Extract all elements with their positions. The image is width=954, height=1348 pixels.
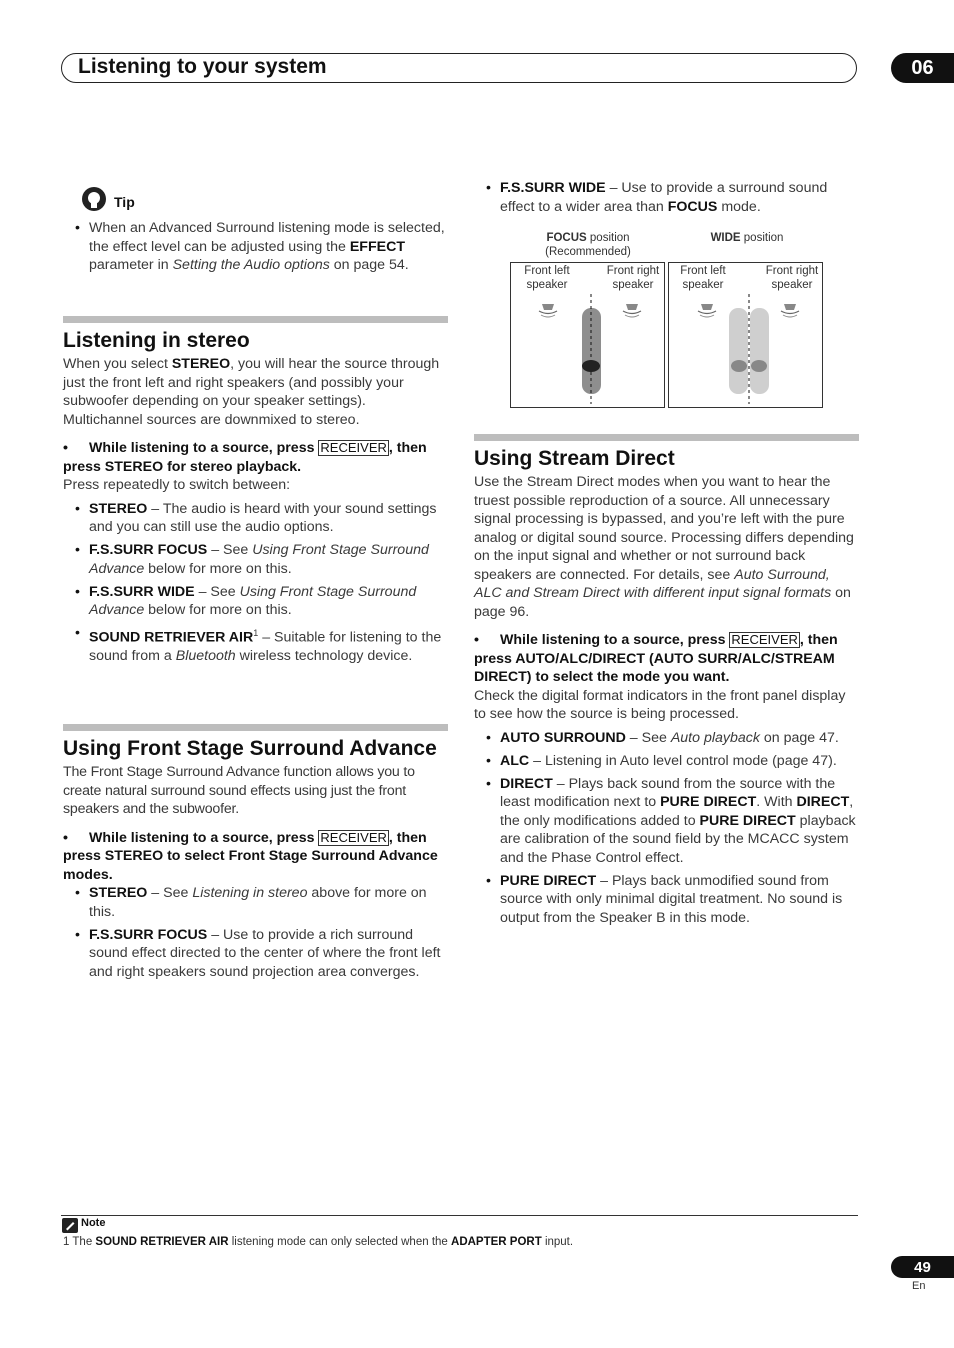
wide-label-rest: position <box>740 232 784 244</box>
listener-icon <box>751 360 767 372</box>
list-item <box>63 500 448 537</box>
item-text: – Suitable for listening to the sound from a <box>89 629 442 665</box>
wide-item <box>474 179 859 221</box>
focus-label-rest: position <box>586 232 630 244</box>
stereo-section <box>63 328 448 670</box>
step-text: , then press AUTO/ALC/DIRECT (AUTO SURR/ALC/STREAM DIRECT) to select the mode you want. <box>474 632 838 685</box>
item-bold: STEREO <box>89 885 148 901</box>
footnote-text: listening mode can only selected when the <box>228 1236 452 1248</box>
svg-text:FOCUS position <box>546 232 629 244</box>
focus-front-right-label: Front right <box>606 265 660 277</box>
step-text: While listening to a source, press <box>89 440 319 456</box>
fssa-list <box>63 884 448 981</box>
item-bold: F.S.SURR WIDE <box>89 583 195 600</box>
speaker-position-diagram <box>505 226 835 417</box>
listener-icon <box>731 360 747 372</box>
item-bold: AUTO SURROUND <box>500 729 626 746</box>
svg-text:WIDE position <box>711 232 784 244</box>
list-item <box>63 541 448 578</box>
link-text: Auto Surround, ALC and Stream Direct with different input signal formats <box>474 566 832 601</box>
footnote-text: The <box>69 1236 96 1248</box>
page-header-title: Listening to your system <box>78 55 327 78</box>
item-text: – The audio is heard with your sound settings and you can still use the audio options. <box>89 500 437 535</box>
stereo-heading: Listening in stereo <box>63 329 250 352</box>
item-bold: ALC <box>500 752 530 769</box>
text: Use the Stream Direct modes when you want to hear the truest possible reproduction of a source. All unnecessary signal processing is bypassed, and you’re left with the pure analog or digital sound source. Processing differs depending on the input signal and whether or not surround back speakers are connected. For details, see <box>474 474 854 583</box>
wide-front-right-label: Front right <box>765 265 819 277</box>
stereo-after-step: Press repeatedly to switch between: <box>63 477 291 493</box>
listener-icon <box>582 360 600 372</box>
item-bold: FOCUS <box>667 198 718 215</box>
item-link: Using Front Stage Surround Advance <box>89 583 417 618</box>
wide-front-left-label: Front left <box>680 265 726 277</box>
item-text: playback are calibration of the sound field by the MCACC system and the Phase Control effect. <box>500 812 856 866</box>
receiver-key: RECEIVER <box>731 632 798 647</box>
note-label: Note <box>81 1217 106 1229</box>
item-bold: DIRECT <box>500 775 553 792</box>
item-italic: Bluetooth <box>175 648 236 665</box>
item-text: on page 47. <box>759 729 839 746</box>
list-item <box>474 752 860 771</box>
stream-section <box>474 446 860 932</box>
tip-icon <box>80 186 108 219</box>
chapter-badge: 06 <box>891 53 954 83</box>
item-bold: PURE DIRECT <box>500 872 597 889</box>
item-bold: PURE DIRECT <box>699 812 796 829</box>
step-text: While listening to a source, press <box>89 829 319 846</box>
wide-speaker-label: speaker <box>771 279 813 291</box>
item-text: above for more on this. <box>89 885 427 920</box>
tip-item <box>63 219 447 275</box>
item-text: – Plays back unmodified sound from source with only minimal digital treatment. No sound is output from the Speaker B in this mode. <box>500 872 843 926</box>
language-code: En <box>912 1280 926 1292</box>
stream-heading: Using Stream Direct <box>474 447 675 470</box>
section-bar <box>63 316 448 323</box>
bold-text: STEREO <box>171 356 231 372</box>
focus-front-left-label: Front left <box>524 265 570 277</box>
item-bold: STEREO <box>89 500 148 517</box>
item-text: below for more on this. <box>144 560 292 577</box>
list-item <box>474 179 859 216</box>
item-bold: F.S.SURR FOCUS <box>89 926 208 943</box>
section-bar <box>63 724 448 731</box>
wide-label-bold: WIDE <box>710 232 741 244</box>
item-text: – See <box>194 583 240 600</box>
item-text: wireless technology device. <box>235 648 413 665</box>
item-bold: F.S.SURR WIDE <box>500 180 606 196</box>
item-text: – Use to provide a rich surround sound effect directed to the center of where the front left and right speakers sound projection area converges. <box>89 926 441 980</box>
stream-after-step: Check the digital format indicators in the front panel display to see how the source is being processed. <box>474 687 846 722</box>
item-bold: F.S.SURR FOCUS <box>89 542 208 558</box>
item-text: , the only modifications added to <box>500 794 854 829</box>
note-divider <box>61 1215 858 1216</box>
fssa-heading: Using Front Stage Surround Advance <box>63 737 437 760</box>
list-item <box>474 872 860 928</box>
focus-speaker-label: speaker <box>526 279 568 291</box>
recommended-label: (Recommended) <box>545 246 631 258</box>
tip-link: Setting the Audio options <box>172 257 330 273</box>
note-icon <box>62 1218 78 1238</box>
fssa-step: • While listening to a source, press RECEIVER , then press STEREO to select Front Stage Surround Advance modes. <box>63 829 438 883</box>
item-text: . With <box>756 794 797 810</box>
sound-field-right <box>750 308 769 394</box>
tip-text: on page 54. <box>329 257 409 273</box>
list-item <box>63 926 448 982</box>
list-item <box>63 884 448 921</box>
tip-text: parameter in <box>89 257 173 273</box>
fssa-section <box>63 736 448 986</box>
item-text: mode. <box>717 198 761 215</box>
tip-bold: EFFECT <box>349 238 405 255</box>
stream-intro <box>474 473 860 621</box>
stereo-step: • While listening to a source, press RECEIVER , then press STEREO for stereo playback. <box>63 440 427 475</box>
item-link: Auto playback <box>670 729 760 746</box>
focus-speaker-label: speaker <box>612 279 654 291</box>
tip-label: Tip <box>114 194 135 210</box>
list-item <box>63 624 448 666</box>
fssa-intro: The Front Stage Surround Advance function allows you to create natural surround sound effects using just the front speakers and the subwoofer. <box>63 764 415 817</box>
focus-label-bold: FOCUS <box>546 232 587 244</box>
footnote-number: 1 <box>63 1236 70 1248</box>
receiver-key: RECEIVER <box>320 440 387 455</box>
text: on page 96. <box>474 585 851 620</box>
item-link: Listening in stereo <box>192 885 308 901</box>
item-text: – See <box>147 885 193 901</box>
footnote-bold: SOUND RETRIEVER AIR <box>95 1236 229 1248</box>
wide-speaker-label: speaker <box>682 279 724 291</box>
step-text: , then press STEREO for stereo playback. <box>63 440 427 475</box>
section-bar <box>474 434 859 441</box>
tip-body <box>63 219 447 279</box>
tip-text: When an Advanced Surround listening mode is selected, the effect level can be adjusted using the <box>89 220 445 255</box>
stream-step: • While listening to a source, press RECEIVER , then press AUTO/ALC/DIRECT (AUTO SURR/ALC/STREAM DIRECT) to select the mode you want. <box>474 632 838 685</box>
text: When you select <box>63 356 172 372</box>
stereo-intro <box>63 355 448 429</box>
list-item <box>63 583 448 620</box>
item-text: below for more on this. <box>144 602 292 618</box>
list-item <box>474 729 860 748</box>
list-item <box>474 775 860 868</box>
item-text: – Listening in Auto level control mode (page 47). <box>529 752 837 769</box>
item-text: – Plays back sound from the source with the least modification next to <box>500 775 836 810</box>
item-text: – Use to provide a surround sound effect to a wider area than <box>500 180 828 215</box>
item-text: – See <box>207 542 253 558</box>
step-text: While listening to a source, press <box>500 632 730 648</box>
item-bold: SOUND RETRIEVER AIR <box>89 629 254 646</box>
text: , you will hear the source through just the front left and right speakers (and possibly your subwoofer depending on your speaker settings). Multichannel sources are downmixed to stereo. <box>63 356 440 428</box>
item-bold: PURE DIRECT <box>660 794 757 810</box>
sound-field-left <box>729 308 748 394</box>
footnote-bold: ADAPTER PORT <box>451 1236 542 1248</box>
stream-list <box>474 729 860 928</box>
receiver-key: RECEIVER <box>320 829 387 845</box>
footnote-ref: 1 <box>253 628 259 638</box>
page-number: 49 <box>891 1256 954 1278</box>
step-text: , then press STEREO to select Front Stage Surround Advance modes. <box>63 829 438 883</box>
item-text: – See <box>625 729 671 746</box>
item-link: Using Front Stage Surround Advance <box>89 542 429 577</box>
stereo-list <box>63 500 448 666</box>
item-bold: DIRECT <box>796 794 850 810</box>
footnote-text: input. <box>541 1236 574 1248</box>
footnote <box>63 1236 573 1248</box>
